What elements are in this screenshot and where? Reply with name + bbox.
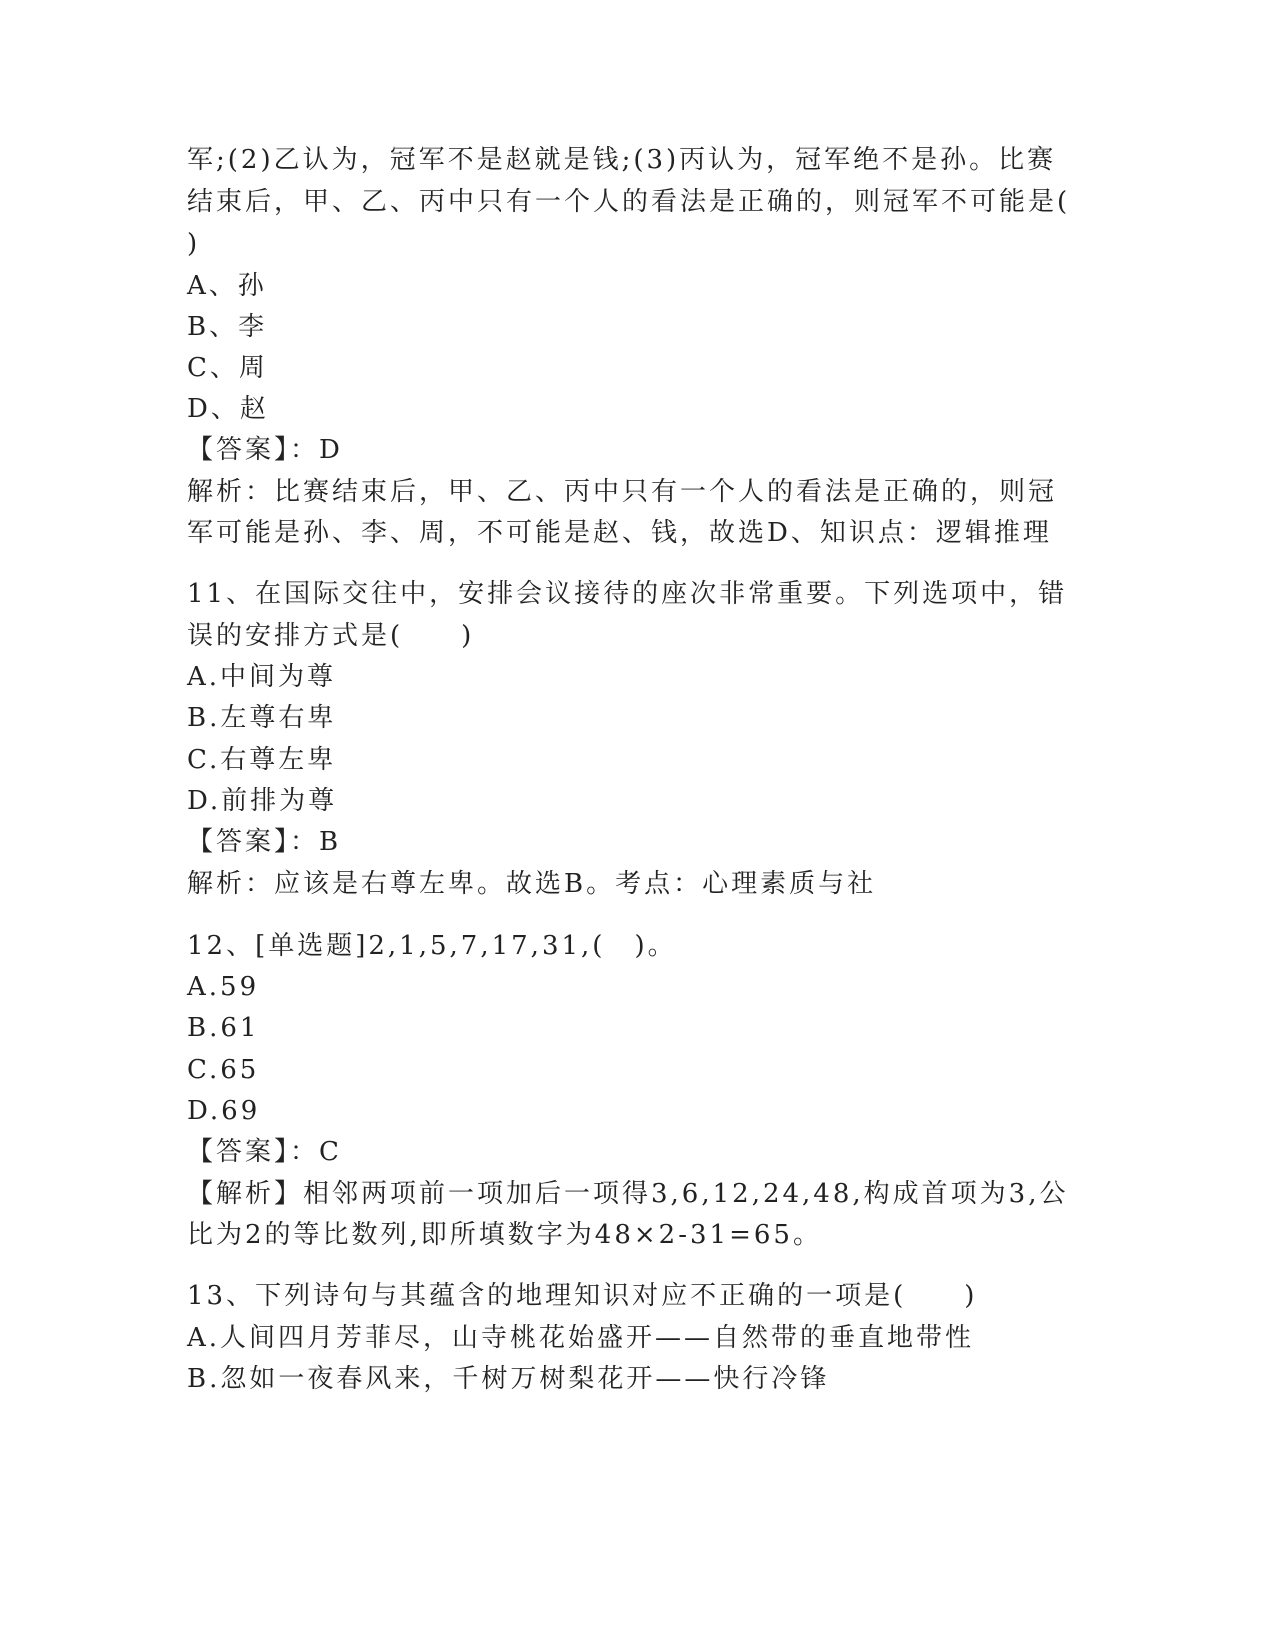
q12-stem-line: 12、[单选题]2,1,5,7,17,31,( )。	[187, 931, 677, 961]
q10-option-a: A、孙	[187, 271, 267, 301]
q13-option-a: A.人间四月芳菲尽，山寺桃花始盛开——自然带的垂直地带性	[187, 1323, 975, 1353]
q12-analysis-line: 比为2的等比数列,即所填数字为48×2-31=65。	[187, 1220, 822, 1250]
q13-stem-line: 13、下列诗句与其蕴含的地理知识对应不正确的一项是( )	[187, 1281, 978, 1311]
q12-option-a: A.59	[187, 972, 260, 1002]
q10-option-c: C、周	[187, 353, 268, 383]
q10-analysis-line: 解析：比赛结束后，甲、乙、丙中只有一个人的看法是正确的，则冠	[187, 477, 1058, 507]
q11-option-d: D.前排为尊	[187, 786, 338, 816]
q12-option-c: C.65	[187, 1055, 260, 1085]
q13-option-b: B.忽如一夜春风来，千树万树梨花开——快行冷锋	[187, 1364, 830, 1394]
q11-analysis-line: 解析：应该是右尊左卑。故选B。考点：心理素质与社	[187, 869, 877, 899]
q12-answer: 【答案】：C	[187, 1137, 342, 1167]
q10-option-b: B、李	[187, 312, 268, 342]
q11-stem-line: 误的安排方式是( )	[187, 621, 475, 651]
q10-stem-line: 结束后，甲、乙、丙中只有一个人的看法是正确的，则冠军不可能是(	[187, 187, 1071, 217]
q11-stem-line: 11、在国际交往中，安排会议接待的座次非常重要。下列选项中，错	[187, 579, 1068, 609]
q12-option-d: D.69	[187, 1096, 261, 1126]
q10-answer: 【答案】：D	[187, 435, 343, 465]
q12-analysis-line: 【解析】相邻两项前一项加后一项得3,6,12,24,48,构成首项为3,公	[187, 1179, 1069, 1209]
q12-option-b: B.61	[187, 1013, 260, 1043]
q10-option-d: D、赵	[187, 394, 269, 424]
q11-answer: 【答案】：B	[187, 827, 342, 857]
q10-analysis-line: 军可能是孙、李、周，不可能是赵、钱，故选D、知识点：逻辑推理	[187, 518, 1052, 548]
q11-option-a: A.中间为尊	[187, 662, 337, 692]
q11-option-c: C.右尊左卑	[187, 745, 337, 775]
q11-option-b: B.左尊右卑	[187, 703, 337, 733]
q10-stem-line: )	[187, 229, 201, 259]
q10-stem-line: 军;(2)乙认为，冠军不是赵就是钱;(3)丙认为，冠军绝不是孙。比赛	[187, 145, 1057, 175]
